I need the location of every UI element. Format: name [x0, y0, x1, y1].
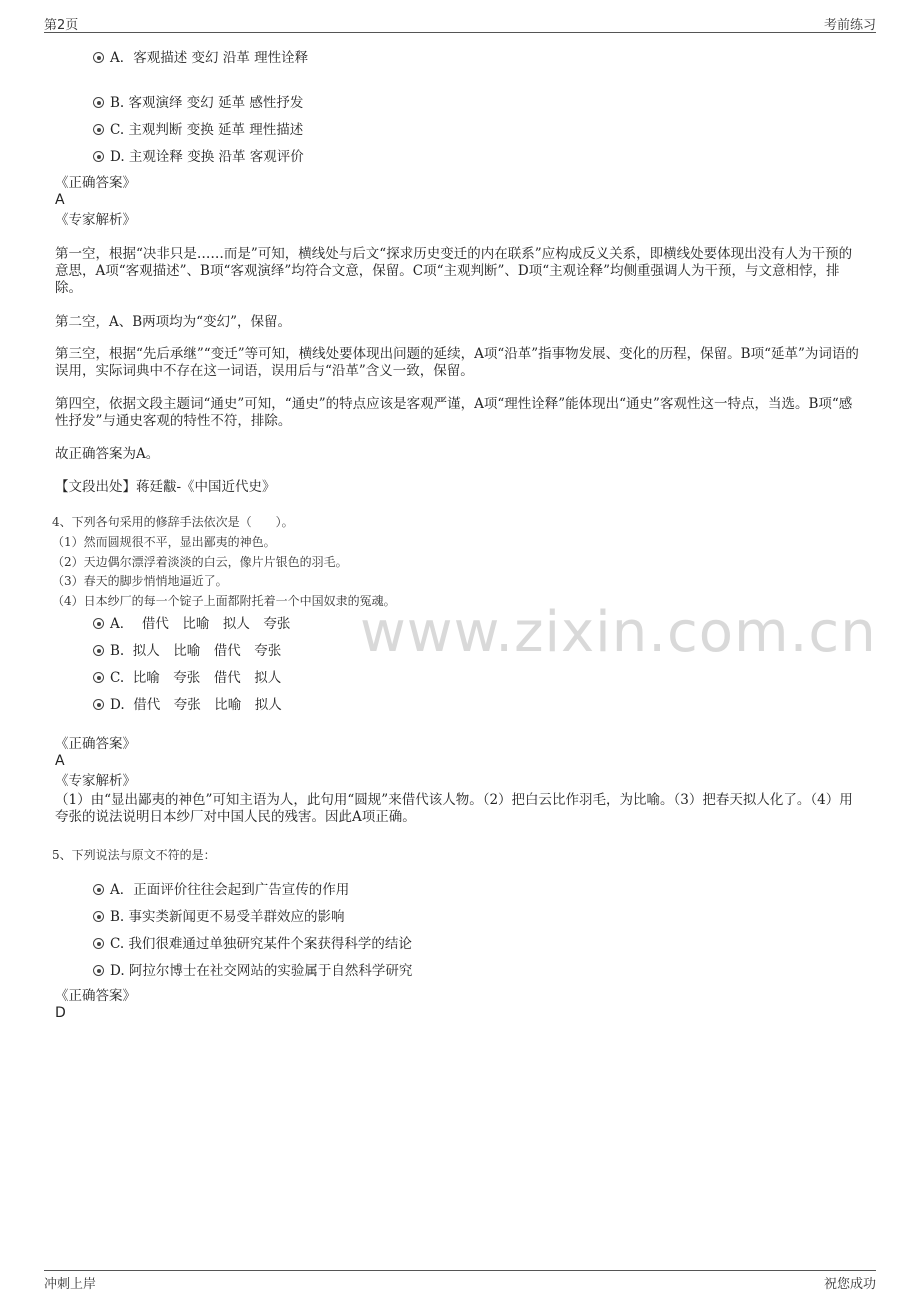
q4-stem: 4、下列各句采用的修辞手法依次是（ ）。 — [52, 515, 294, 529]
radio-icon[interactable] — [93, 884, 104, 895]
watermark: www.zixin.com.cn — [360, 600, 877, 665]
q3-answer: A — [55, 192, 65, 208]
q3-conclusion: 故正确答案为A。 — [55, 446, 160, 462]
q5-option-c[interactable]: C. 我们很难通过单独研究某件个案获得科学的结论 — [93, 932, 412, 952]
q5-option-b[interactable]: B. 事实类新闻更不易受羊群效应的影响 — [93, 905, 345, 925]
q5-stem: 5、下列说法与原文不符的是： — [52, 848, 216, 862]
q3-source: 【文段出处】蒋廷黻-《中国近代史》 — [55, 479, 276, 495]
radio-icon[interactable] — [93, 97, 104, 108]
page-number: 第2页 — [44, 18, 79, 33]
q3-analysis-para1: 第一空，根据“决非只是……而是”可知，横线处与后文“探求历史变迁的内在联系”应构成反义关系，即横线处要体现出没有人为干预的意思，A项“客观描述”、B项“客观演绎”均符合文意，保留。C项“主观判断”、D项“主观诠释”均侧重强调人为干预，与文意相悖，排除。 — [55, 246, 853, 296]
q5-answer-label: 《正确答案》 — [55, 988, 136, 1004]
q4-option-b[interactable]: B. 拟人 比喻 借代 夸张 — [93, 639, 281, 659]
radio-icon[interactable] — [93, 699, 104, 710]
q5-option-d[interactable]: D. 阿拉尔博士在社交网站的实验属于自然科学研究 — [93, 959, 412, 979]
radio-icon[interactable] — [93, 911, 104, 922]
q3-analysis-para3: 第三空，根据“先后承继”“变迁”等可知，横线处要体现出问题的延续，A项“沿革”指事物发展、变化的历程，保留。B项“延革”为词语的误用，实际词典中不存在这一词语，误用后与“沿革”含义一致，保留。 — [55, 346, 859, 379]
q3-answer-label: 《正确答案》 — [55, 175, 136, 191]
radio-icon[interactable] — [93, 938, 104, 949]
radio-icon[interactable] — [93, 124, 104, 135]
q4-option-c[interactable]: C. 比喻 夸张 借代 拟人 — [93, 666, 281, 686]
q4-line-3: （3）春天的脚步悄悄地逼近了。 — [52, 574, 228, 588]
q3-option-c[interactable]: C. 主观判断 变换 延革 理性描述 — [93, 118, 303, 138]
q4-line-4: （4）日本纱厂的每一个锭子上面都附托着一个中国奴隶的冤魂。 — [52, 594, 396, 608]
radio-icon[interactable] — [93, 151, 104, 162]
q3-option-d[interactable]: D. 主观诠释 变换 沿革 客观评价 — [93, 145, 304, 165]
q4-line-1: （1）然而圆规很不平，显出鄙夷的神色。 — [52, 535, 276, 549]
q4-analysis: （1）由“显出鄙夷的神色”可知主语为人，此句用“圆规”来借代该人物。（2）把白云比作羽毛，为比喻。（3）把春天拟人化了。（4）用夸张的说法说明日本纱厂对中国人民的残害。因此A项正确。 — [55, 792, 853, 825]
header-title: 考前练习 — [823, 18, 876, 33]
q3-analysis-label: 《专家解析》 — [55, 212, 136, 228]
q3-analysis-para2: 第二空，A、B两项均为“变幻”，保留。 — [55, 314, 291, 330]
q3-option-b[interactable]: B. 客观演绎 变幻 延革 感性抒发 — [93, 91, 303, 111]
q4-option-a[interactable]: A． 借代 比喻 拟人 夸张 — [93, 612, 290, 632]
q4-answer: A — [55, 753, 65, 769]
q4-line-2: （2）天边偶尔漂浮着淡淡的白云，像片片银色的羽毛。 — [52, 555, 348, 569]
q4-answer-label: 《正确答案》 — [55, 736, 136, 752]
radio-icon[interactable] — [93, 672, 104, 683]
q5-answer: D — [55, 1005, 66, 1021]
q4-analysis-label: 《专家解析》 — [55, 773, 136, 789]
radio-icon[interactable] — [93, 52, 104, 63]
page-header — [44, 14, 876, 33]
footer-left: 冲刺上岸 — [44, 1277, 97, 1292]
footer-right: 祝您成功 — [823, 1277, 876, 1292]
page-footer — [44, 1270, 876, 1292]
q3-analysis-para4: 第四空，依据文段主题词“通史”可知，“通史”的特点应该是客观严谨，A项“理性诠释”能体现出“通史”客观性这一特点，当选。B项“感性抒发”与通史客观的特性不符，排除。 — [55, 396, 853, 429]
q5-option-a[interactable]: A．正面评价往往会起到广告宣传的作用 — [93, 878, 349, 898]
q4-option-d[interactable]: D. 借代 夸张 比喻 拟人 — [93, 693, 282, 713]
q3-option-a[interactable]: A．客观描述 变幻 沿革 理性诠释 — [93, 46, 308, 66]
radio-icon[interactable] — [93, 645, 104, 656]
radio-icon[interactable] — [93, 965, 104, 976]
radio-icon[interactable] — [93, 618, 104, 629]
